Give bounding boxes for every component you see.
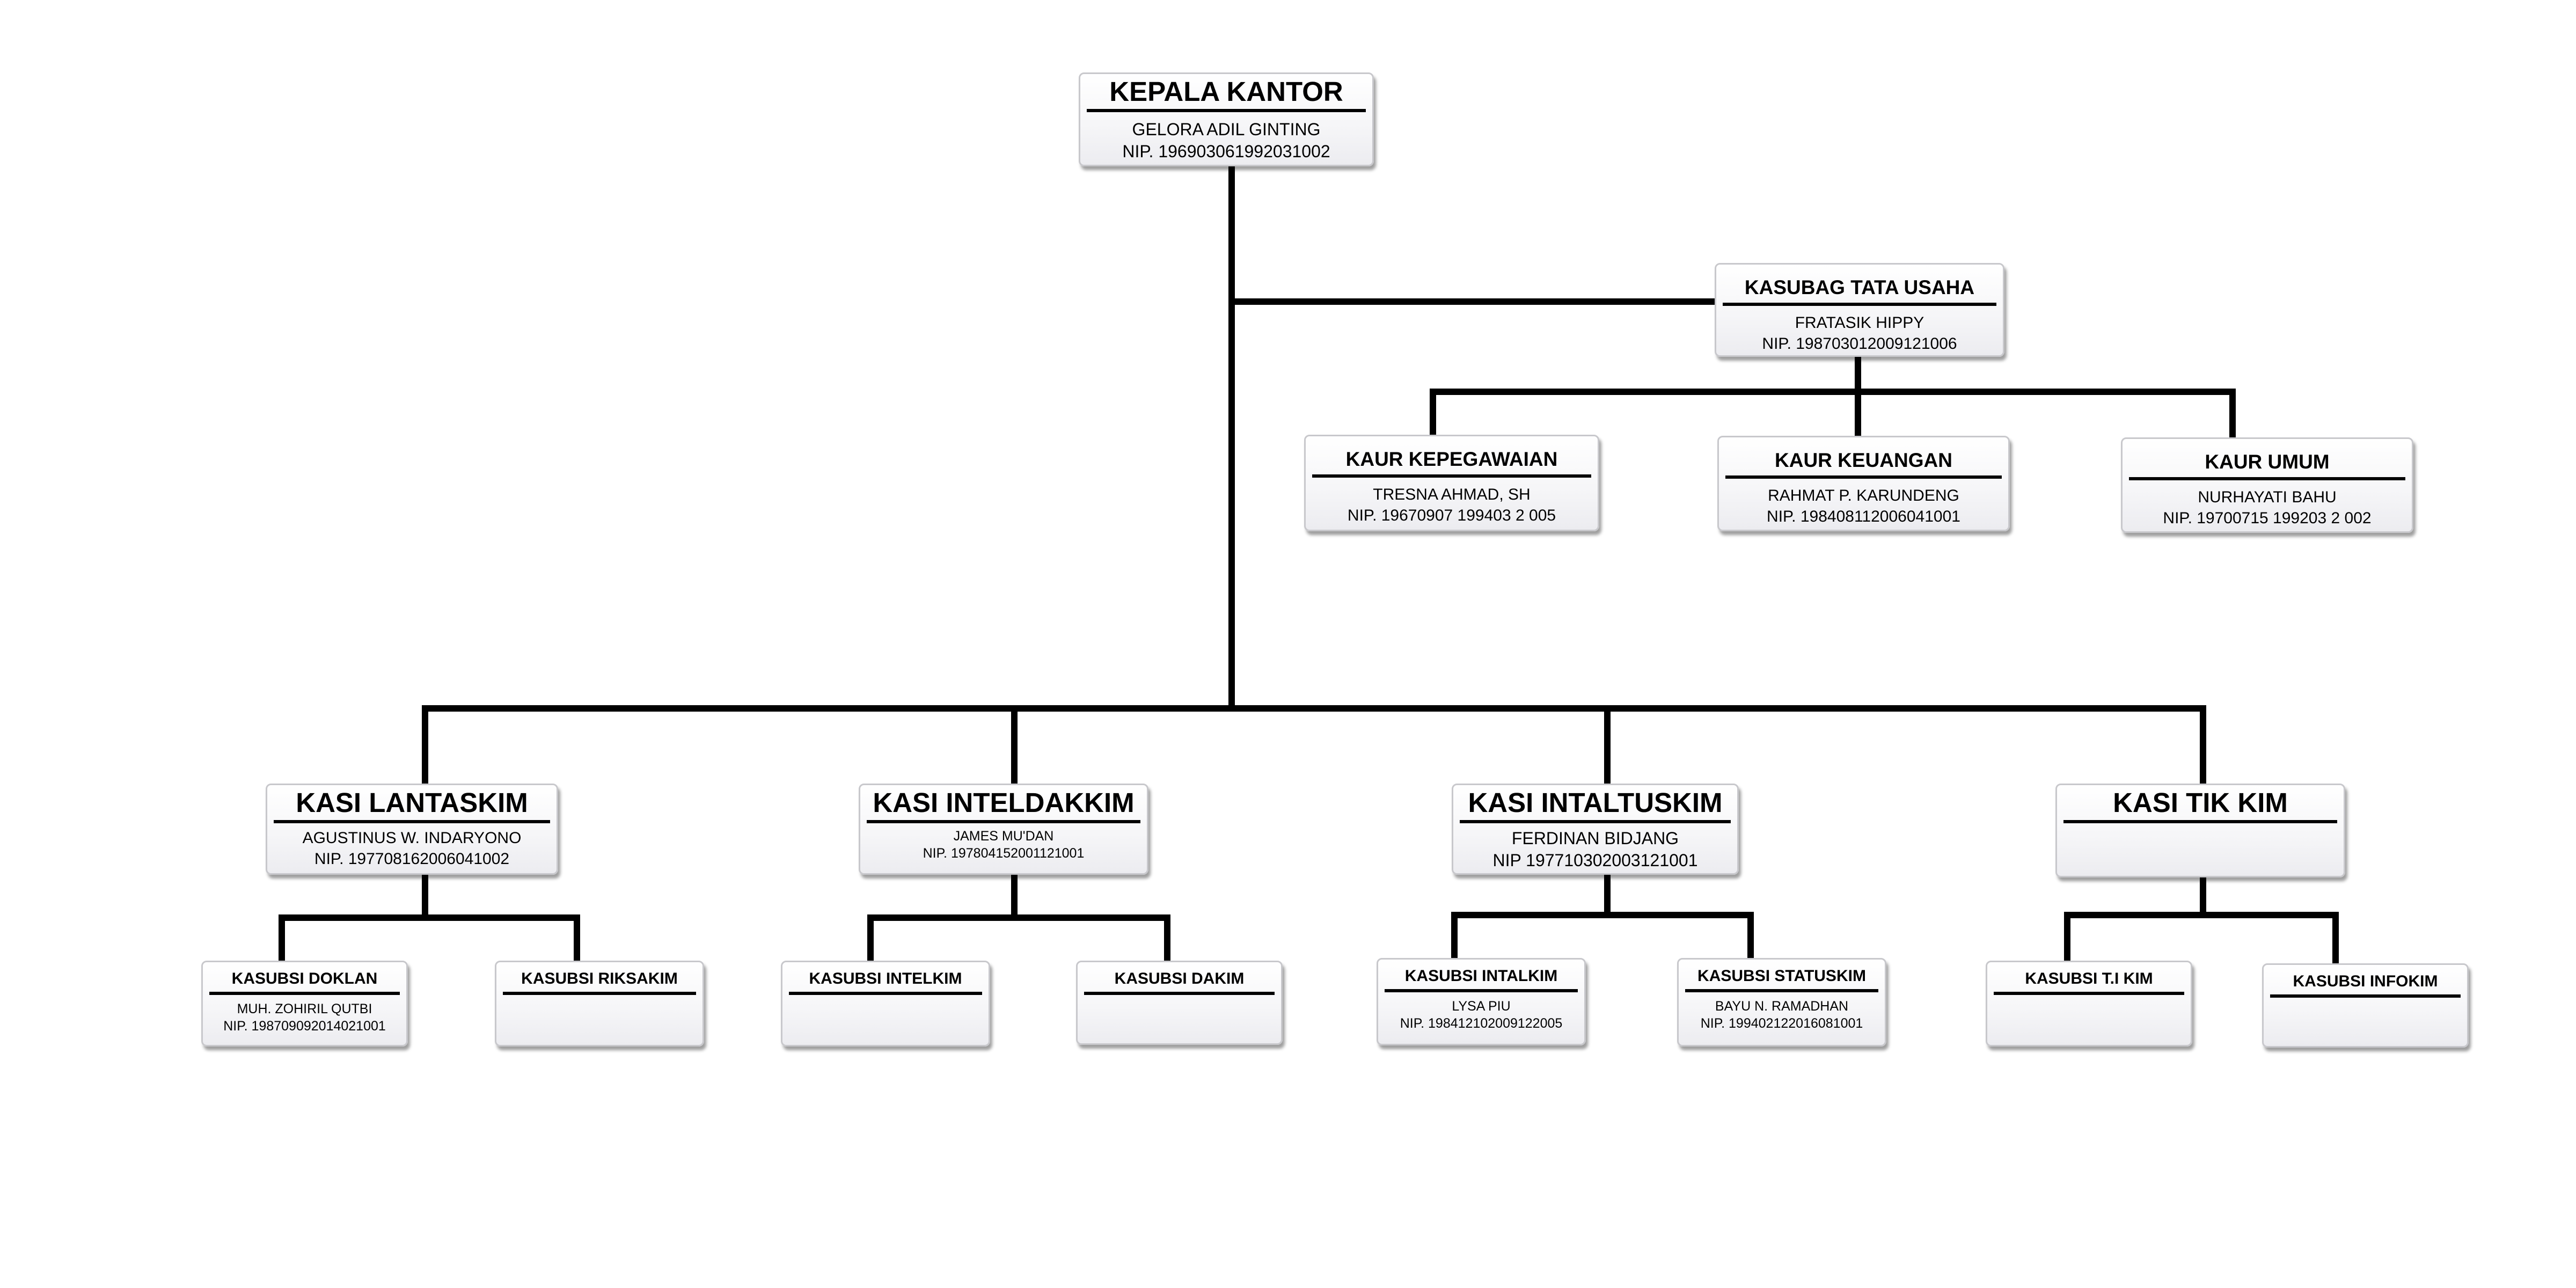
kasi-name: [2057, 828, 2344, 848]
kasubsi-name: BAYU N. RAMADHAN: [1715, 998, 1849, 1014]
kasi-nip: NIP. 197804152001121001: [923, 846, 1085, 861]
kasubsi-nip: [782, 1018, 989, 1035]
kasubsi-name: [1987, 1000, 2191, 1018]
kaur-name: NURHAYATI BAHU: [2198, 488, 2337, 506]
kasi-nip: NIP 197710302003121001: [1492, 851, 1698, 870]
kasubsi-nip: [1987, 1018, 2191, 1035]
kasi-title: KASI TIK KIM: [2063, 785, 2337, 823]
kasubsi-nip: NIP. 198709092014021001: [223, 1019, 386, 1034]
kasi-title: KASI LANTASKIM: [274, 785, 550, 823]
kasi-nip: NIP. 197708162006041002: [314, 850, 510, 868]
kasubsi-title: KASUBSI INTALKIM: [1385, 960, 1578, 992]
kepala-kantor-name: GELORA ADIL GINTING: [1132, 119, 1321, 139]
kaur-title: KAUR UMUM: [2129, 439, 2405, 480]
kasubsi-box: [1677, 958, 1886, 1046]
kasubsi-name: [1078, 1000, 1281, 1018]
kasi-name: JAMES MU'DAN: [953, 828, 1054, 844]
kasubag-tata-usaha-box: [1715, 263, 2004, 357]
kasubsi-box: [1986, 961, 2192, 1046]
kaur-name: TRESNA AHMAD, SH: [1373, 485, 1531, 503]
kasi-box: [859, 784, 1148, 875]
kasubsi-title: KASUBSI INTELKIM: [789, 962, 982, 995]
kasi-nip: [2057, 848, 2344, 869]
kasi-box: [266, 784, 558, 875]
kaur-nip: NIP. 19670907 199403 2 005: [1347, 506, 1556, 524]
kasubsi-nip: [496, 1018, 702, 1035]
kasubsi-nip: [2264, 1020, 2467, 1038]
kaur-title: KAUR KEPEGAWAIAN: [1312, 436, 1591, 478]
kasubsi-name: [2264, 1003, 2467, 1021]
kepala-kantor-title: KEPALA KANTOR: [1087, 74, 1366, 112]
kasi-title: KASI INTALTUSKIM: [1460, 785, 1731, 823]
kaur-box: [2121, 437, 2413, 533]
kasubsi-box: [1076, 961, 1283, 1045]
kasi-box: [2055, 784, 2345, 877]
kasubsi-name: MUH. ZOHIRIL QUTBI: [237, 1001, 372, 1016]
kasubsi-title: KASUBSI DOKLAN: [209, 962, 400, 995]
kaur-name: RAHMAT P. KARUNDENG: [1768, 486, 1959, 504]
kaur-title: KAUR KEUANGAN: [1725, 437, 2002, 479]
kasubsi-name: [496, 1000, 702, 1018]
kasi-box: [1452, 784, 1739, 875]
kasubsi-title: KASUBSI RIKSAKIM: [503, 962, 696, 995]
kasi-name: AGUSTINUS W. INDARYONO: [302, 829, 522, 847]
kasubsi-title: KASUBSI DAKIM: [1084, 962, 1275, 995]
kasubsi-box: [781, 961, 990, 1046]
kasubsi-nip: NIP. 198412102009122005: [1400, 1016, 1563, 1031]
kasubsi-nip: NIP. 199402122016081001: [1700, 1016, 1863, 1031]
kasubsi-title: KASUBSI INFOKIM: [2270, 965, 2461, 998]
kepala-kantor-nip: NIP. 196903061992031002: [1122, 142, 1330, 162]
kasi-name: FERDINAN BIDJANG: [1511, 828, 1679, 848]
kasubsi-title: KASUBSI T.I KIM: [1994, 962, 2184, 995]
kasubsi-name: [782, 1000, 989, 1018]
kaur-box: [1717, 436, 2010, 531]
kaur-box: [1304, 435, 1599, 531]
kasubsi-nip: [1078, 1018, 1281, 1035]
kasubsi-name: LYSA PIU: [1452, 998, 1511, 1014]
kasubsi-box: [495, 961, 704, 1046]
kasubsi-title: KASUBSI STATUSKIM: [1685, 960, 1878, 992]
kasubag-tata-usaha-name: FRATASIK HIPPY: [1795, 313, 1924, 332]
kasubsi-box: [1377, 958, 1586, 1045]
kasubsi-box: [2262, 963, 2469, 1048]
kasubag-tata-usaha-title: KASUBAG TATA USAHA: [1723, 265, 1996, 306]
kepala-kantor-box: [1079, 72, 1374, 166]
kaur-nip: NIP. 198408112006041001: [1767, 507, 1960, 525]
kasi-title: KASI INTELDAKKIM: [867, 785, 1140, 823]
kasubag-tata-usaha-nip: NIP. 198703012009121006: [1762, 334, 1957, 353]
kaur-nip: NIP. 19700715 199203 2 002: [2163, 509, 2372, 527]
kasubsi-box: [201, 961, 408, 1046]
